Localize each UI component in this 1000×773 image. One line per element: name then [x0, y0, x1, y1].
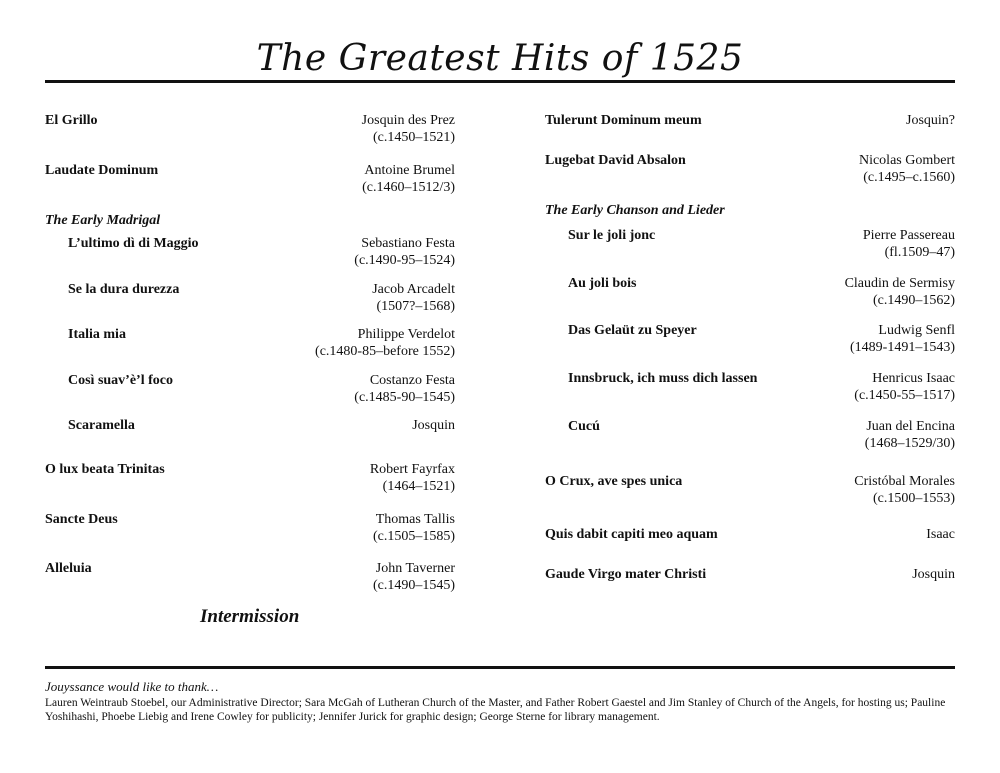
piece-title: Così suav’è’l foco — [68, 373, 173, 388]
composer-name: Robert Fayrfax — [369, 462, 455, 477]
section-heading-chanson: The Early Chanson and Lieder — [545, 203, 725, 218]
bottom-rule — [45, 666, 955, 669]
composer-credit — [865, 418, 955, 452]
piece-title: Sancte Deus — [45, 512, 118, 527]
piece-title: Quis dabit capiti meo aquam — [545, 527, 718, 542]
piece-title: Gaude Virgo mater Christi — [545, 567, 707, 582]
composer-dates: (c.1485-90–1545) — [354, 390, 455, 405]
piece-title: Laudate Dominum — [45, 163, 159, 178]
composer-dates: (c.1505–1585) — [372, 529, 455, 544]
composer-credit — [373, 511, 455, 545]
composer-name: Josquin — [412, 418, 455, 433]
composer-credit — [362, 162, 455, 196]
piece-title: O Crux, ave spes unica — [545, 474, 683, 489]
intermission-label: Intermission — [200, 606, 300, 627]
composer-credit — [926, 526, 955, 543]
composer-credit — [354, 372, 455, 406]
piece-title: Innsbruck, ich muss dich lassen — [568, 371, 758, 386]
composer-name: Costanzo Festa — [369, 373, 455, 388]
composer-credit — [362, 112, 455, 146]
composer-dates: (1507?–1568) — [376, 299, 455, 314]
composer-dates: (c.1490–1562) — [872, 293, 955, 308]
composer-name: Antoine Brumel — [364, 163, 455, 178]
composer-name: Juan del Encina — [866, 419, 955, 434]
composer-dates: (c.1490-95–1524) — [354, 253, 455, 268]
composer-dates: (1468–1529/30) — [864, 436, 955, 451]
composer-credit — [372, 281, 455, 315]
composer-credit — [315, 326, 455, 360]
composer-name: Sebastiano Festa — [361, 236, 455, 251]
piece-title: Se la dura durezza — [68, 282, 180, 297]
composer-name: Nicolas Gombert — [858, 153, 955, 168]
composer-name: Josquin? — [906, 113, 955, 128]
composer-credit — [859, 152, 955, 186]
composer-credit — [863, 227, 955, 261]
composer-credit — [373, 560, 455, 594]
composer-credit — [370, 461, 455, 495]
piece-title: Tulerunt Dominum meum — [545, 113, 702, 128]
composer-name: Jacob Arcadelt — [372, 282, 455, 297]
composer-credit — [906, 112, 955, 129]
composer-name: Pierre Passereau — [862, 228, 955, 243]
section-heading-madrigal: The Early Madrigal — [45, 213, 161, 228]
composer-dates: (c.1490–1545) — [372, 578, 455, 593]
piece-title: L’ultimo dì di Maggio — [68, 236, 199, 251]
composer-name: Josquin des Prez — [361, 113, 455, 128]
composer-dates: (c.1495–c.1560) — [863, 170, 955, 185]
composer-name: Henricus Isaac — [872, 371, 955, 386]
piece-title: Italia mia — [68, 327, 126, 342]
composer-credit — [854, 473, 955, 507]
piece-title: Au joli bois — [568, 276, 637, 291]
composer-dates: (c.1460–1512/3) — [362, 180, 455, 195]
top-rule — [45, 80, 955, 83]
piece-title: Scaramella — [68, 418, 135, 433]
composer-name: Claudin de Sermisy — [844, 276, 955, 291]
composer-credit — [845, 275, 955, 309]
composer-credit — [850, 322, 955, 356]
composer-dates: (c.1500–1553) — [872, 491, 955, 506]
program-title: The Greatest Hits of 1525 — [256, 38, 744, 79]
composer-name: Josquin — [912, 567, 955, 582]
piece-title: Sur le joli jonc — [568, 228, 656, 243]
composer-dates: (1489-1491–1543) — [850, 340, 955, 355]
composer-credit — [912, 566, 955, 583]
thanks-body: Lauren Weintraub Stoebel, our Administrative Director; Sara McGah of Lutheran Church of the Master, and Father Robert Gaestel and Jim Stanley of Church of the Angels, for hosting us; Pauline Yoshihashi, Phoebe Liebig and Irene Cowley for publicity; Jennifer Jurick for graphic design; George Sterne for library management. — [45, 697, 946, 723]
composer-name: Thomas Tallis — [375, 512, 455, 527]
composer-dates: (c.1480-85–before 1552) — [315, 344, 455, 359]
composer-dates: (fl.1509–47) — [884, 245, 955, 260]
composer-name: Cristóbal Morales — [854, 474, 955, 489]
piece-title: Cucú — [568, 419, 600, 434]
composer-dates: (c.1450-55–1517) — [854, 388, 955, 403]
composer-name: Philippe Verdelot — [357, 327, 455, 342]
composer-name: Ludwig Senfl — [878, 323, 955, 338]
piece-title: Das Gelaüt zu Speyer — [568, 323, 697, 338]
thanks-heading: Jouyssance would like to thank… — [45, 679, 219, 694]
piece-title: O lux beata Trinitas — [45, 462, 165, 477]
composer-credit — [354, 235, 455, 269]
composer-dates: (c.1450–1521) — [372, 130, 455, 145]
composer-name: John Taverner — [375, 561, 455, 576]
piece-title: Lugebat David Absalon — [545, 153, 686, 168]
composer-credit — [412, 417, 455, 434]
piece-title: Alleluia — [45, 561, 92, 576]
piece-title: El Grillo — [45, 113, 98, 128]
composer-credit — [854, 370, 955, 404]
composer-dates: (1464–1521) — [382, 479, 455, 494]
composer-name: Isaac — [926, 527, 955, 542]
